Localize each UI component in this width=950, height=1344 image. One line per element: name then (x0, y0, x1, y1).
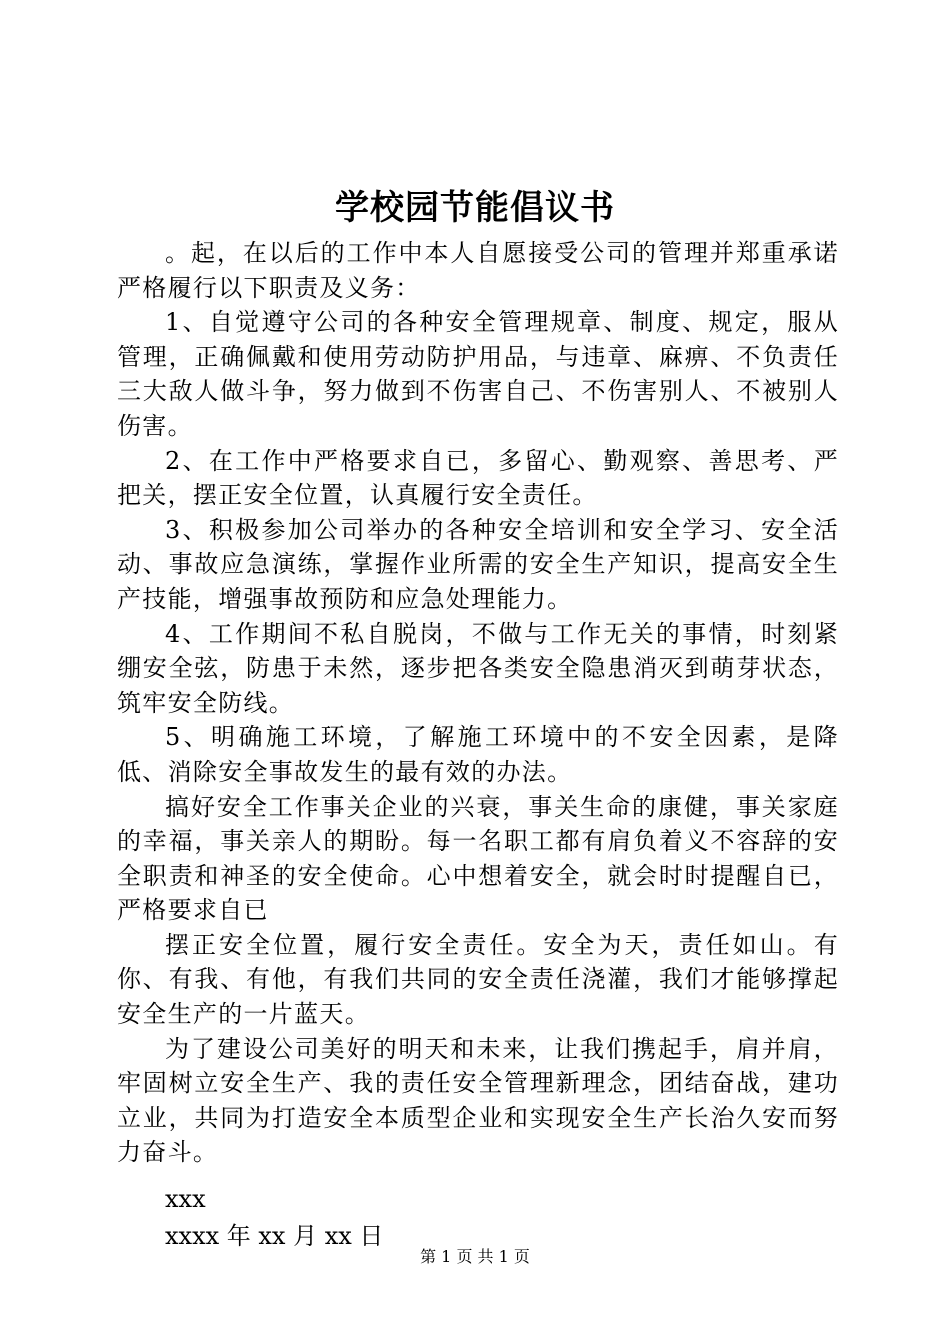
page-footer: 第 1 页 共 1 页 (420, 1247, 530, 1266)
paragraph-call-to-action: 为了建设公司美好的明天和未来，让我们携起手，肩并肩，牢固树立安全生产、我的责任安全管理新理念，团结奋战，建功立业，共同为打造安全本质型企业和实现安全生产长治久安而努力奋斗。 (117, 1034, 839, 1167)
paragraph-intro: 。起，在以后的工作中本人自愿接受公司的管理并郑重承诺严格履行以下职责及义务： (117, 239, 839, 302)
paragraph-item-2: 2、在工作中严格要求自已，多留心、勤观察、善思考、严把关，摆正安全位置，认真履行安全责任。 (117, 446, 839, 510)
paragraph-item-4: 4、工作期间不私自脱岗，不做与工作无关的事情，时刻紧绷安全弦，防患于未然，逐步把各类安全隐患消灭到萌芽状态，筑牢安全防线。 (117, 619, 839, 717)
signature-name: xxx (165, 1185, 206, 1214)
paragraph-item-1: 1、自觉遵守公司的各种安全管理规章、制度、规定，服从管理，正确佩戴和使用劳动防护用品，与违章、麻痹、不负责任三大敌人做斗争，努力做到不伤害自己、不伤害别人、不被别人伤害。 (117, 308, 839, 440)
document-body (117, 236, 839, 1253)
paragraph-item-3: 3、积极参加公司举办的各种安全培训和安全学习、安全活动、事故应急演练，掌握作业所需的安全生产知识，提高安全生产技能，增强事故预防和应急处理能力。 (117, 515, 839, 613)
paragraph-safety-responsibility: 摆正安全位置，履行安全责任。安全为天，责任如山。有你、有我、有他，有我们共同的安全责任浇灌，我们才能够撑起安全生产的一片蓝天。 (117, 930, 839, 1029)
paragraph-item-5: 5、明确施工环境，了解施工环境中的不安全因素，是降低、消除安全事故发生的最有效的办法。 (117, 723, 839, 786)
paragraph-safety-importance: 搞好安全工作事关企业的兴衰，事关生命的康健，事关家庭的幸福，事关亲人的期盼。每一名职工都有肩负着义不容辞的安全职责和神圣的安全使命。心中想着安全，就会时时提醒自已，严格要求自已 (117, 792, 839, 925)
signature-date: xxxx 年 xx 月 xx 日 (165, 1221, 384, 1250)
document-title: 学校园节能倡议书 (335, 188, 615, 228)
